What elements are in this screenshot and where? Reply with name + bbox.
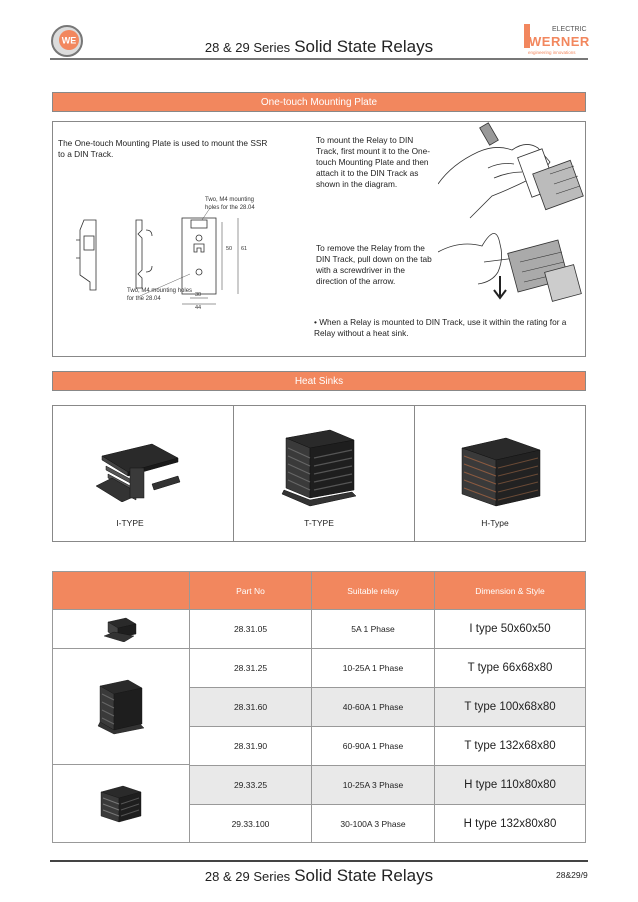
t-type-label: T-TYPE: [304, 518, 334, 528]
footer-rule: [50, 860, 588, 862]
table-header-suitable-relay: Suitable relay: [311, 571, 435, 610]
page-footer-title: [0, 866, 638, 886]
t-type-heatsink-image: [280, 428, 358, 508]
table-row-6-relay: 30-100A 3 Phase: [311, 804, 435, 843]
brand-logo: [524, 20, 590, 56]
remove-instructions: To remove the Relay from the DIN Track, pull down on the tab with a screwdriver in the direction of the arrow.: [316, 243, 432, 286]
table-image-t-type: [52, 648, 190, 765]
dim-30-label: 30: [195, 292, 202, 298]
i-type-label: I-TYPE: [116, 518, 144, 528]
heatsink-divider: [233, 405, 234, 542]
footer-title: Solid State Relays: [294, 866, 434, 885]
h-type-label: H-Type: [481, 518, 509, 528]
table-row-6-part: 29.33.100: [189, 804, 312, 843]
mounting-bullet-note: • When a Relay is mounted to DIN Track, use it within the rating for a Relay without a heat sink.: [314, 317, 567, 338]
mounting-note-top: Two, M4 mounting holes for the 28.04: [205, 197, 255, 211]
mount-hand-illustration: [438, 122, 584, 220]
table-row-1-part: 28.31.05: [189, 609, 312, 649]
brand-line1: ELECTRIC: [552, 26, 587, 33]
table-row-1-dim: I type 50x60x50: [434, 609, 586, 649]
table-row-4-relay: 60-90A 1 Phase: [311, 726, 435, 766]
dim-61-label: 61: [241, 246, 248, 252]
heatsink-divider: [414, 405, 415, 542]
heatsinks-section-bar: Heat Sinks: [52, 371, 586, 391]
brand-tagline: engineering innovations: [528, 50, 576, 55]
header-rule: [50, 58, 588, 60]
page-number: 28&29/9: [556, 870, 588, 880]
table-header-image: [52, 571, 190, 610]
table-row-4-part: 28.31.90: [189, 726, 312, 766]
header-title: Solid State Relays: [294, 37, 434, 56]
table-image-i-type: [52, 609, 190, 649]
table-row-5-part: 29.33.25: [189, 765, 312, 805]
table-row-3-part: 28.31.60: [189, 687, 312, 727]
table-row-2-relay: 10-25A 1 Phase: [311, 648, 435, 688]
table-row-5-relay: 10-25A 3 Phase: [311, 765, 435, 805]
table-header-dimension: Dimension & Style: [434, 571, 586, 610]
brand-line2: WERNER: [529, 34, 590, 49]
mounting-note-bottom: Two, M4 mounting holes for the 28.04: [127, 288, 193, 302]
table-row-6-dim: H type 132x80x80: [434, 804, 586, 843]
table-row-1-relay: 5A 1 Phase: [311, 609, 435, 649]
h-type-heatsink-image: [458, 434, 544, 508]
table-header-part-no: Part No: [189, 571, 312, 610]
i-type-heatsink-image: [92, 438, 182, 502]
mount-instructions: To mount the Relay to DIN Track, first mount it to the One-touch Mounting Plate and then attach it to the DIN Track as shown in the diagram.: [316, 135, 431, 189]
table-row-2-part: 28.31.25: [189, 648, 312, 688]
table-row-3-relay: 40-60A 1 Phase: [311, 687, 435, 727]
header-series: 28 & 29 Series: [204, 40, 291, 55]
pull-down-arrow-icon: [494, 276, 506, 298]
remove-hand-illustration: [438, 222, 584, 310]
dim-50-label: 50: [226, 246, 233, 252]
table-row-4-dim: T type 132x68x80: [434, 726, 586, 766]
mounting-section-bar: One-touch Mounting Plate: [52, 92, 586, 112]
logo-text: WE: [61, 35, 77, 46]
mounting-intro: The One-touch Mounting Plate is used to mount the SSR to a DIN Track.: [58, 138, 268, 159]
table-row-5-dim: H type 110x80x80: [434, 765, 586, 805]
table-row-2-dim: T type 66x68x80: [434, 648, 586, 688]
dim-44-label: 44: [195, 305, 202, 310]
footer-series: 28 & 29 Series: [204, 869, 291, 884]
table-image-h-type: [52, 764, 190, 843]
table-row-3-dim: T type 100x68x80: [434, 687, 586, 727]
